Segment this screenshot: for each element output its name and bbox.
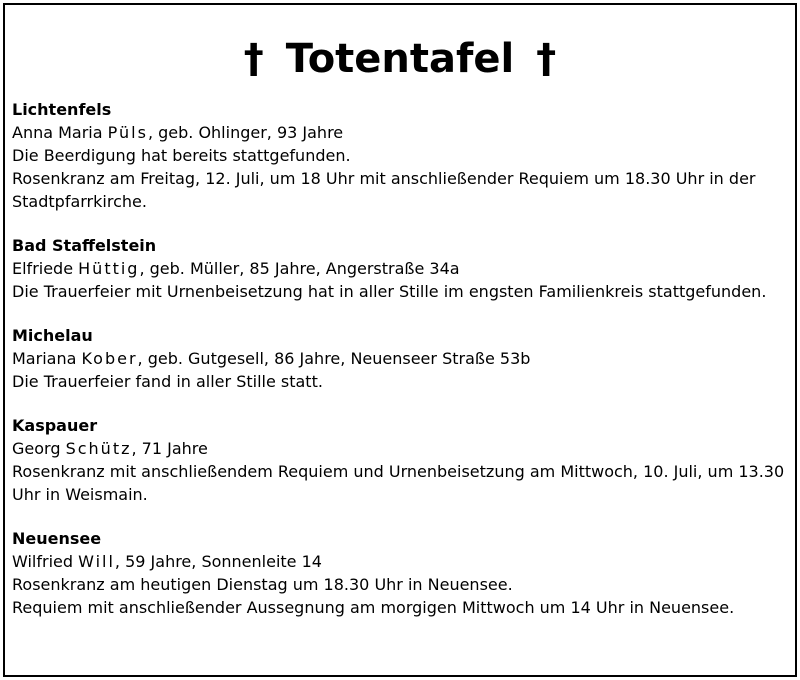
obituary-entry-kaspauer [12,414,787,506]
person-first-name: Anna Maria [12,123,108,142]
entry-line: Die Trauerfeier mit Urnenbeisetzung hat in aller Stille im engsten Familienkreis stattgefunden. [12,282,767,301]
obituary-entry-michelau [12,324,787,393]
entry-place: Bad Staffelstein [12,236,157,255]
entry-person [12,437,787,460]
entry-person [12,347,787,370]
person-first-name: Mariana [12,349,82,368]
entry-place: Kaspauer [12,416,98,435]
entry-place: Lichtenfels [12,100,112,119]
person-surname: Püls [107,123,148,142]
entry-line: Die Trauerfeier fand in aller Stille statt. [12,372,323,391]
person-surname: Schütz [65,439,132,458]
obituary-entry-neuensee [12,527,787,619]
person-surname: Hüttig [78,259,140,278]
person-details: , 59 Jahre, Sonnenleite 14 [114,552,322,571]
person-first-name: Wilfried [12,552,79,571]
person-first-name: Elfriede [12,259,79,278]
person-first-name: Georg [12,439,66,458]
person-surname: Will [78,552,115,571]
person-details: , geb. Gutgesell, 86 Jahre, Neuenseer Straße 53b [137,349,531,368]
person-surname: Kober [81,349,138,368]
person-details: , geb. Müller, 85 Jahre, Angerstraße 34a [139,259,460,278]
obituary-entry-bad-staffelstein [12,234,787,303]
cross-left-icon: † [243,36,264,82]
entry-line: Requiem mit anschließender Aussegnung am morgigen Mittwoch um 14 Uhr in Neuensee. [12,598,735,617]
entry-line: Rosenkranz am Freitag, 12. Juli, um 18 Uhr mit anschließender Requiem um 18.30 Uhr in der Stadtpfarrkirche. [12,169,756,211]
obituary-list [12,98,787,640]
obituary-entry-lichtenfels [12,98,787,213]
entry-place: Neuensee [12,529,102,548]
entry-person [12,121,787,144]
entry-person [12,257,787,280]
title-text: Totentafel [285,36,515,82]
entry-line: Die Beerdigung hat bereits stattgefunden. [12,146,351,165]
cross-right-icon: † [536,36,557,82]
entry-place: Michelau [12,326,93,345]
person-details: , geb. Ohlinger, 93 Jahre [147,123,344,142]
entry-line: Rosenkranz mit anschließendem Requiem und Urnenbeisetzung am Mittwoch, 10. Juli, um 13.30 Uhr in Weismain. [12,462,785,504]
entry-line: Rosenkranz am heutigen Dienstag um 18.30 Uhr in Neuensee. [12,575,513,594]
page-title [0,34,800,84]
entry-person [12,550,787,573]
person-details: , 71 Jahre [131,439,208,458]
